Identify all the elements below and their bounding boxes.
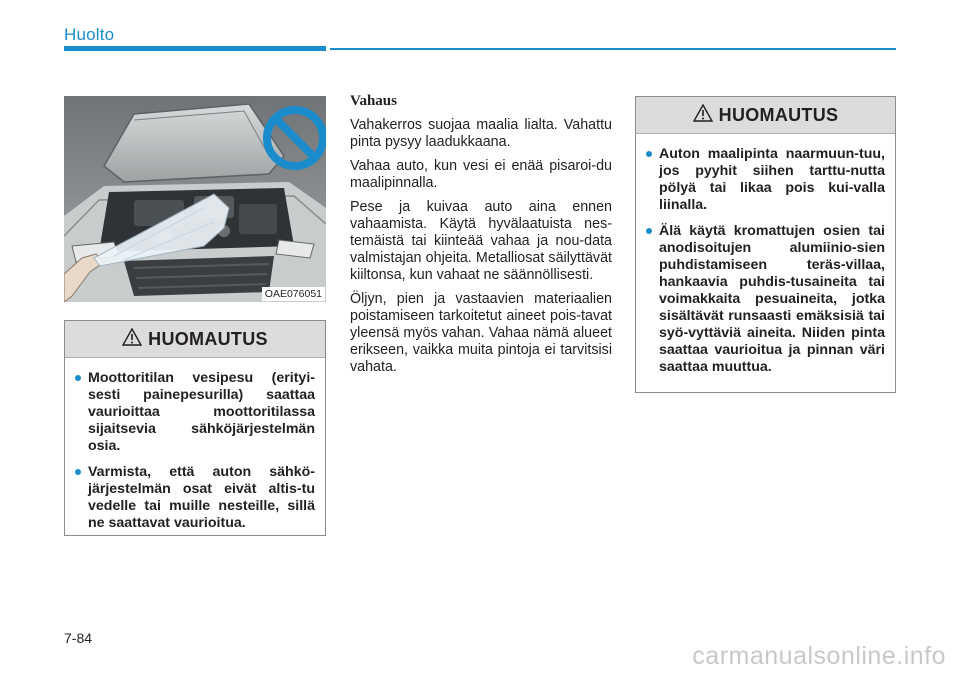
paragraph: Öljyn, pien ja vastaavien materiaalien poistamiseen tarkoitetut aineet pois-tavat yleensä myös vahan. Vahaa nämä alueet erikseen, vaikka muita pintoja ei tarvitsisi vahata.	[350, 291, 612, 375]
paragraph: Vahakerros suojaa maalia lialta. Vahattu pinta pysyy laadukkaana.	[350, 117, 612, 150]
engine-wash-illustration	[64, 96, 326, 302]
caution-item: Älä käytä kromattujen osien tai anodisoitujen alumiinio-sien puhdistamiseen teräs-villaa, hankaavia puhdis-tusaineita tai voimakkaita pesuaineita, jotka sisältävät runsaasti emäksisiä tai syö-vyttäviä aineita. Niiden pinta saattaa vaurioitua ja pinnan väri saattaa muuttua.	[646, 223, 885, 376]
caution-title: HUOMAUTUS	[718, 104, 839, 125]
header-rule-thick	[64, 46, 326, 51]
bullet-icon	[75, 469, 81, 475]
caution-item: Auton maalipinta naarmuun-tuu, jos pyyhit siihen tarttu-nutta pölyä tai likaa pois kui-valla liinalla.	[646, 146, 885, 214]
section-title: Huolto	[64, 25, 115, 44]
warning-triangle-icon	[122, 328, 142, 351]
caution-item: Moottoritilan vesipesu (erityi-sesti painepesurilla) saattaa vaurioittaa moottoritilassa sijaitsevia sähköjärjestelmän osia.	[75, 370, 315, 455]
caution-box-paint-care	[635, 96, 896, 393]
watermark: carmanualsonline.info	[692, 642, 946, 670]
paragraph: Vahaa auto, kun vesi ei enää pisaroi-du maalipinnalla.	[350, 158, 612, 191]
caution-box-engine-wash	[64, 320, 326, 536]
caution-header	[65, 321, 325, 358]
warning-triangle-icon	[693, 104, 713, 127]
section-heading: Vahaus	[350, 93, 397, 109]
bullet-icon	[75, 375, 81, 381]
image-code: OAE076051	[262, 287, 325, 301]
header-rule-thin	[330, 48, 896, 50]
bullet-icon	[646, 151, 652, 157]
bullet-icon	[646, 228, 652, 234]
caution-header	[636, 97, 895, 134]
main-text-column	[350, 93, 612, 383]
caution-title: HUOMAUTUS	[148, 328, 268, 349]
paragraph: Pese ja kuivaa auto aina ennen vahaamista. Käytä hyvälaatuista nes-temäistä tai kiinteää vahaa ja nou-data valmistajan ohjeita. Metalliosat säilyttävät kiiltonsa, kun vahaat ne säännöllisesti.	[350, 199, 612, 283]
page-number: 7-84	[64, 630, 93, 646]
caution-item: Varmista, että auton sähkö-järjestelmän osat eivät altis-tu vedelle tai muille nesteille, sillä ne saattavat vaurioitua.	[75, 464, 315, 532]
